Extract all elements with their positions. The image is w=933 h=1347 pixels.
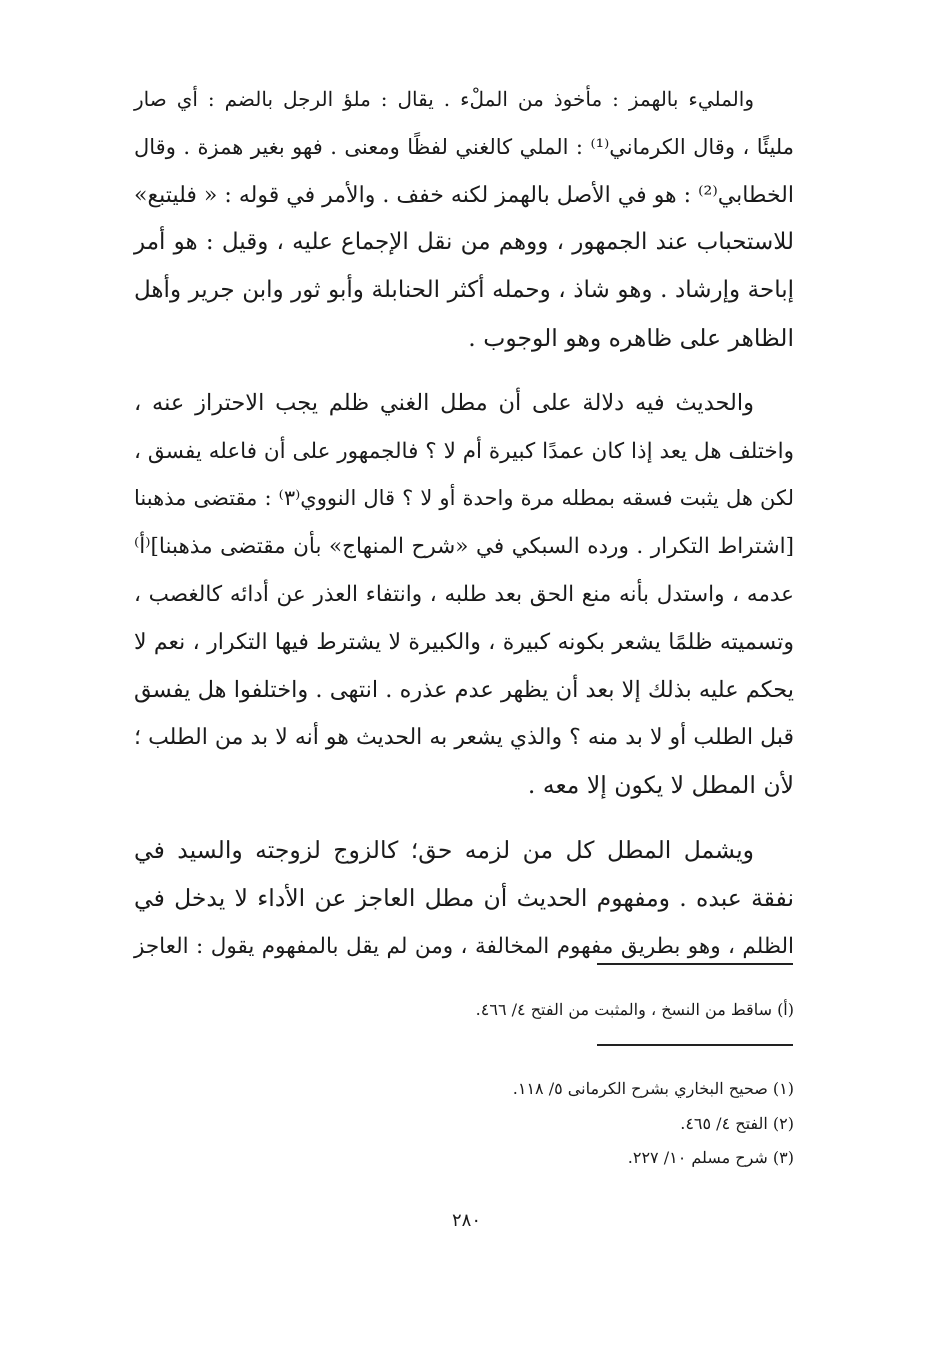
- text-line: [اشتراط التكرار . ورده السبكي في «شرح المنهاج» بأن مقتضى مذهبنا]⁽أ⁾: [134, 534, 794, 560]
- footnotes: [300, 1072, 794, 1176]
- text-line: لأن المطل لا يكون إلا معه .: [527, 771, 794, 800]
- text-line: واختلف هل يعد إذا كان عمدًا كبيرة أم لا ؟ فالجمهور على أن فاعله يفسق ،: [134, 438, 794, 464]
- text-line: يحكم عليه بذلك إلا بعد أن يظهر عدم عذره . انتهى . واختلفوا هل يفسق: [134, 676, 794, 703]
- text-line: الخطابي⁽²⁾ : هو في الأصل بالهمز لكنه خفف . والأمر في قوله : « فليتبع»: [134, 182, 794, 208]
- paragraph: [134, 827, 794, 970]
- text-line: والمليء بالهمز : مأخوذ من الملْء . يقال : ملؤ الرجل بالضم : أي صار: [134, 87, 754, 111]
- footnote-divider: [597, 1044, 793, 1046]
- text-line: نفقة عبده . ومفهوم الحديث أن مطل العاجز عن الأداء لا يدخل في: [134, 883, 794, 912]
- paragraph: [134, 380, 794, 810]
- text-line: قبل الطلب أو لا بد منه ؟ والذي يشعر به الحديث هو أنه لا بد من الطلب ؛: [134, 725, 794, 751]
- main-text: [134, 76, 794, 970]
- text-line: عدمه ، واستدل بأنه منع الحق بعد طلبه ، وانتفاء العذر عن أدائه كالغصب ،: [134, 581, 794, 607]
- text-line: الظاهر على ظاهره وهو الوجوب .: [468, 323, 794, 352]
- footnote: (٢) الفتح ٤/ ٤٦٥.: [680, 1113, 794, 1133]
- paragraph: [134, 76, 794, 363]
- footnote: (٣) شرح مسلم ١٠/ ٢٢٧.: [627, 1148, 794, 1167]
- text-line: إباحة وإرشاد . وهو شاذ ، وحمله أكثر الحنابلة وأبو ثور وابن جرير وأهل: [134, 277, 794, 304]
- text-line: للاستحباب عند الجمهور ، ووهم من نقل الإجماع عليه ، وقيل : هو أمر: [134, 229, 794, 256]
- page-number: ٢٨٠: [451, 1210, 481, 1231]
- text-line: وتسميته ظلمًا يشعر بكونه كبيرة ، والكبيرة لا يشترط فيها التكرار ، نعم لا: [134, 629, 794, 655]
- variant-notes: [300, 993, 794, 1028]
- text-line: مليئًا ، وقال الكرماني⁽¹⁾ : الملي كالغني لفظًا ومعنى . فهو بغير همزة . وقال: [134, 134, 794, 159]
- text-line: الظلم ، وهو بطريق مفهوم المخالفة ، ومن لم يقل بالمفهوم يقول : العاجز: [134, 933, 794, 959]
- text-line: ويشمل المطل كل من لزمه حق؛ كالزوج لزوجته والسيد في: [134, 835, 754, 864]
- footnote: (١) صحيح البخاري بشرح الكرمانى ٥/ ١١٨.: [512, 1079, 794, 1098]
- text-line: والحديث فيه دلالة على أن مطل الغني ظلم يجب الاحتراز عنه ،: [134, 389, 754, 416]
- text-line: لكن هل يثبت فسقه بمطله مرة واحدة أو لا ؟ قال النووي⁽٣⁾ : مقتضى مذهبنا: [134, 486, 795, 511]
- variant-note: (أ) ساقط من النسخ ، والمثبت من الفتح ٤/ ٤٦٦.: [475, 1000, 794, 1019]
- footnote-divider: [597, 963, 793, 965]
